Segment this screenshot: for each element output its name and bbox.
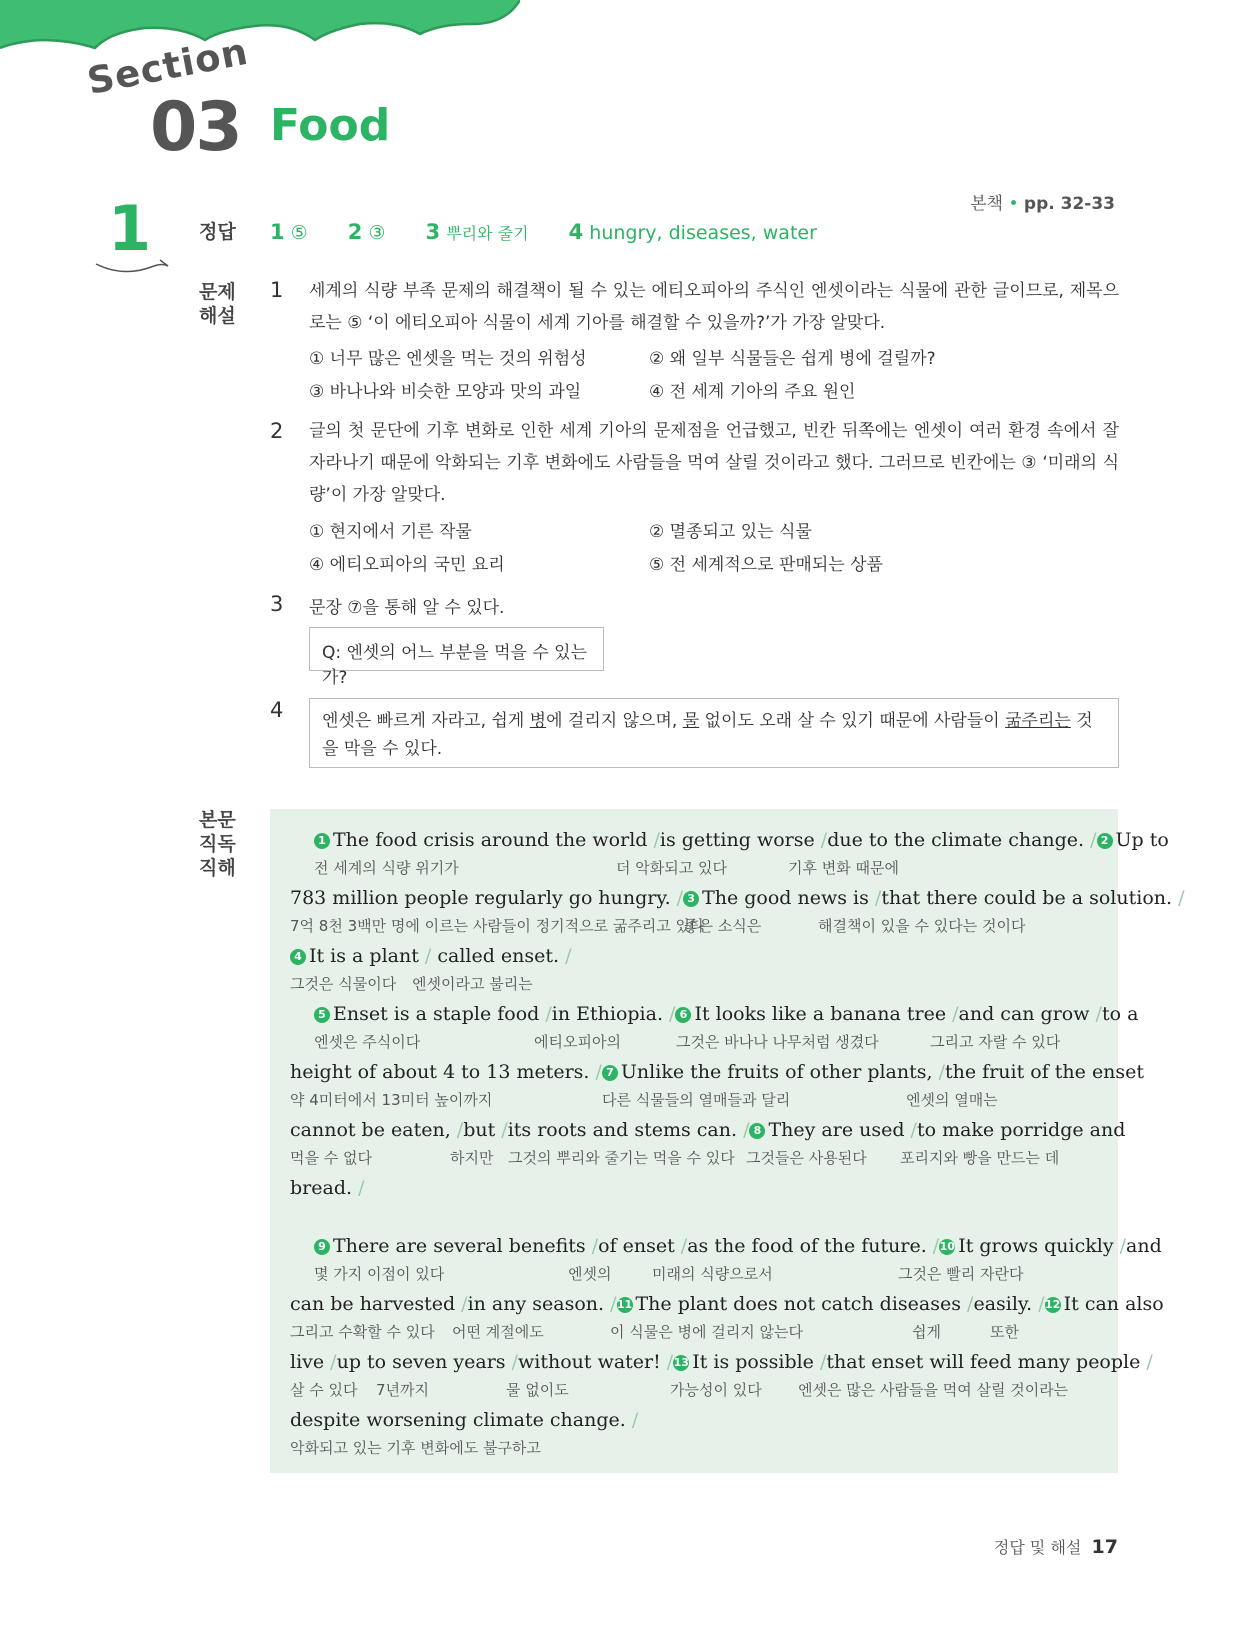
reading-english-line: [290, 1119, 1126, 1141]
reading-chunk-text: due to the climate change.: [827, 829, 1085, 851]
reading-korean-gloss: 7억 8천 3백만 명에 이르는 사람들이 정기적으로 굶주리고 있다: [290, 917, 705, 935]
reading-chunk-text: They are used: [768, 1119, 905, 1141]
sentence-number-badge: 5: [314, 1007, 330, 1023]
reading-korean-gloss: 살 수 있다: [290, 1381, 358, 1399]
chunk-divider: /: [926, 1235, 940, 1257]
reading-korean-gloss: 엔셋은 주식이다: [314, 1033, 421, 1051]
chunk-divider: /: [674, 1235, 688, 1257]
reading-chunk: [826, 1351, 1152, 1373]
reading-chunk: [959, 1003, 1102, 1025]
reading-chunk-text: its roots and stems can.: [507, 1119, 738, 1141]
reading-korean-gloss: 그것들은 사용된다: [746, 1149, 867, 1167]
answer-item: [569, 220, 817, 244]
reading-chunk: [673, 1351, 826, 1373]
reading-korean-gloss: 약 4미터에서 13미터 높이까지: [290, 1091, 493, 1109]
answers-row: [270, 220, 851, 244]
reading-chunk-text: It grows quickly: [958, 1235, 1114, 1257]
chunk-divider: /: [1084, 829, 1097, 851]
reading-korean-gloss: 그리고 수확할 수 있다: [290, 1323, 435, 1341]
reading-chunk-text: as the food of the future.: [687, 1235, 927, 1257]
reading-chunk-text: despite worsening climate change.: [290, 1409, 626, 1431]
reading-chunk-text: called enset.: [437, 945, 560, 967]
answer-num: 1: [270, 220, 285, 244]
reading-chunk-text: The plant does not catch diseases: [635, 1293, 961, 1315]
chunk-divider: /: [418, 945, 432, 967]
reading-korean-gloss: 그리고 자랄 수 있다: [930, 1033, 1061, 1051]
explanation-number: 2: [270, 419, 284, 443]
summary-box: [309, 698, 1119, 768]
reading-chunk: [437, 945, 571, 967]
reading-chunk: [1045, 1293, 1164, 1315]
reading-korean-gloss: 다른 식물들의 열매들과 달리: [602, 1091, 791, 1109]
section-word: Section: [83, 29, 252, 104]
reading-korean-gloss: 엔셋의: [568, 1265, 612, 1283]
chunk-divider: /: [1140, 1351, 1153, 1373]
reading-chunk: [945, 1061, 1144, 1083]
explanation-number: 1: [270, 278, 284, 302]
chunk-divider: /: [961, 1293, 974, 1315]
chunk-divider: /: [505, 1351, 518, 1373]
chunk-divider: /: [647, 829, 660, 851]
header-wave-decoration: [0, 0, 520, 60]
swoosh-underline-icon: [94, 258, 174, 278]
reading-korean-gloss: 에티오피아의: [534, 1033, 621, 1051]
chunk-divider: /: [1113, 1235, 1127, 1257]
option-text: ④ 에티오피아의 국민 요리: [309, 555, 505, 575]
reading-korean-gloss: 엔셋이라고 불리는: [412, 975, 533, 993]
answer-num: 4: [568, 220, 584, 244]
reading-chunk: [337, 1351, 518, 1373]
reading-chunk-text: without water!: [518, 1351, 661, 1373]
reading-korean-gloss: 악화되고 있는 기후 변화에도 불구하고: [290, 1439, 541, 1457]
reading-chunk: [290, 945, 437, 967]
answer-item: [348, 220, 386, 244]
sentence-number-badge: 13: [673, 1356, 689, 1369]
reading-chunk: [660, 829, 827, 851]
reading-panel: [270, 809, 1185, 1473]
chunk-divider: /: [904, 1119, 917, 1141]
reading-chunk-text: to make porridge and: [916, 1119, 1126, 1141]
reading-chunk: [314, 1235, 598, 1257]
chunk-divider: /: [495, 1119, 508, 1141]
reading-korean-gloss: 전 세계의 식량 위기가: [314, 859, 459, 877]
reading-chunk-text: It is a plant: [309, 945, 419, 967]
answer-num: 3: [425, 220, 441, 244]
chunk-divider: /: [559, 945, 572, 967]
reading-chunk-text: Enset is a staple food: [333, 1003, 540, 1025]
chunk-divider: /: [1032, 1293, 1045, 1315]
reading-chunk: [827, 829, 1096, 851]
reading-english-line: [290, 1351, 1153, 1373]
reading-label-line: 직해: [199, 857, 236, 879]
reading-chunk-text: the fruit of the enset: [945, 1061, 1145, 1083]
reading-korean-gloss: 몇 가지 이점이 있다: [314, 1265, 445, 1283]
explanation-text: 세계의 식량 부족 문제의 해결책이 될 수 있는 에티오피아의 주식인 엔셋이라는 식물에 관한 글이므로, 제목으로는 ⑤ ‘이 에티오피아 식물이 세계 기아를 해결할 수 있을까?’가 가장 알맞다.: [309, 281, 1119, 333]
question-number: 1: [108, 192, 152, 265]
reading-chunk: [552, 1003, 676, 1025]
reading-chunk: [881, 887, 1184, 909]
summary-text: 에 걸리지 않으며,: [546, 711, 683, 731]
reading-label: [199, 808, 236, 880]
sentence-number-badge: 3: [683, 891, 699, 907]
reading-korean-gloss: 더 악화되고 있다: [616, 859, 727, 877]
bullet-dot-icon: •: [1008, 194, 1019, 214]
reading-chunk: [518, 1351, 673, 1373]
reading-korean-gloss: 좋은 소식은: [684, 917, 762, 935]
answer-num: 2: [347, 220, 363, 244]
reading-chunk-text: height of about 4 to 13 meters.: [290, 1061, 590, 1083]
reading-korean-gloss: 먹을 수 없다: [290, 1149, 372, 1167]
sentence-number-badge: 9: [314, 1239, 330, 1255]
reading-chunk: [602, 1061, 945, 1083]
reading-chunk-text: 783 million people regularly go hungry.: [290, 887, 671, 909]
chunk-divider: /: [814, 829, 828, 851]
chunk-divider: /: [585, 1235, 599, 1257]
reading-chunk-text: is getting worse: [659, 829, 815, 851]
chunk-divider: /: [539, 1003, 552, 1025]
page-reference: [970, 189, 1115, 214]
reading-label-line: 직독: [199, 833, 236, 855]
summary-text: 없이도 오래 살 수 있기 때문에 사람들이: [699, 711, 1006, 731]
reading-korean-gloss: 엔셋은 많은 사람들을 먹여 살릴 것이라는: [798, 1381, 1069, 1399]
question-box-text: Q: 엔셋의 어느 부분을 먹을 수 있는가?: [322, 643, 588, 688]
chunk-divider: /: [663, 1003, 676, 1025]
reading-chunk: [290, 1409, 638, 1431]
reading-chunk-text: can be harvested: [290, 1293, 456, 1315]
sentence-number-badge: 7: [602, 1065, 618, 1081]
reading-english-line: [290, 887, 1185, 909]
reading-korean-gloss: 또한: [990, 1323, 1019, 1341]
reading-chunk-text: of enset: [598, 1235, 675, 1257]
reading-chunk-text: It is possible: [692, 1351, 814, 1373]
option-text: ② 멸종되고 있는 식물: [649, 522, 812, 542]
reading-chunk: [617, 1293, 974, 1315]
reading-chunk-text: It can also: [1063, 1293, 1164, 1315]
reading-chunk-text: but: [463, 1119, 496, 1141]
option-text: ① 너무 많은 엔셋을 먹는 것의 위험성: [309, 349, 587, 369]
option-text: ③ 바나나와 비슷한 모양과 맛의 과일: [309, 382, 582, 402]
answer-value: 뿌리와 줄기: [446, 224, 529, 243]
explanation-text: 문장 ⑦을 통해 알 수 있다.: [309, 598, 505, 618]
chunk-divider: /: [660, 1351, 674, 1373]
reading-chunk-text: The good news is: [702, 887, 869, 909]
reading-chunk: [314, 829, 660, 851]
sentence-number-badge: 11: [616, 1298, 633, 1311]
explanation-text: 글의 첫 문단에 기후 변화로 인한 세계 기아의 문제점을 언급했고, 빈칸 뒤쪽에는 엔셋이 여러 환경 속에서 잘 자라나기 때문에 악화되는 기후 변화에도 사람들을 먹여 살릴 것이라고 했다. 그러므로 빈칸에는 ③ ‘미래의 식량’이 가장 알맞다.: [309, 421, 1119, 505]
reading-korean-gloss: 해결책이 있을 수 있다는 것이다: [818, 917, 1026, 935]
page-ref-prefix: 본책: [970, 194, 1004, 214]
reading-chunk: [290, 887, 683, 909]
reading-chunk: [1097, 829, 1169, 851]
reading-label-line: 본문: [199, 809, 236, 831]
reading-chunk: [290, 1293, 468, 1315]
reading-chunk-text: The food crisis around the world: [333, 829, 648, 851]
reading-chunk-text: up to seven years: [336, 1351, 506, 1373]
explanation-number: 4: [270, 698, 284, 722]
chunk-divider: /: [455, 1293, 468, 1315]
reading-chunk-text: cannot be eaten,: [290, 1119, 451, 1141]
chunk-divider: /: [670, 887, 684, 909]
reading-chunk-text: easily.: [973, 1293, 1033, 1315]
reading-chunk-text: It looks like a banana tree: [694, 1003, 947, 1025]
reading-korean-gloss: 엔셋의 열매는: [906, 1091, 998, 1109]
reading-english-line: [290, 945, 1098, 967]
summary-text: 엔셋은 빠르게 자라고, 쉽게: [322, 711, 530, 731]
reading-chunk: [917, 1119, 1125, 1141]
reading-chunk: [675, 1003, 958, 1025]
chunk-divider: /: [737, 1119, 750, 1141]
reading-english-line: [314, 1003, 1139, 1025]
reading-english-line: [290, 1409, 1098, 1431]
reading-korean-gloss: 그것은 빨리 자란다: [898, 1265, 1024, 1283]
page-number: 17: [1091, 1536, 1118, 1558]
reading-chunk-text: in Ethiopia.: [551, 1003, 663, 1025]
summary-blank: 물: [682, 711, 700, 731]
chunk-divider: /: [625, 1409, 639, 1431]
reading-chunk: [290, 1119, 463, 1141]
chunk-divider: /: [1172, 887, 1185, 909]
reading-english-line: [314, 829, 1169, 851]
sentence-number-badge: 8: [749, 1123, 765, 1139]
chunk-divider: /: [932, 1061, 946, 1083]
reading-english-line: [290, 1061, 1145, 1083]
explanation-label-line: 문제: [199, 281, 236, 303]
reading-english-line: [290, 1177, 1098, 1199]
option-text: ⑤ 전 세계적으로 판매되는 상품: [649, 555, 883, 575]
reading-korean-gloss: 기후 변화 때문에: [788, 859, 899, 877]
answer-item: [270, 220, 308, 244]
answer-value: ③: [368, 222, 386, 244]
reading-korean-gloss: 이 식물은 병에 걸리지 않는다: [610, 1323, 803, 1341]
chunk-divider: /: [604, 1293, 617, 1315]
reading-chunk: [683, 887, 881, 909]
reading-chunk: [687, 1235, 939, 1257]
reading-korean-gloss: 어떤 계절에도: [452, 1323, 544, 1341]
explanation-label: [199, 280, 236, 328]
chunk-divider: /: [946, 1003, 959, 1025]
reading-korean-gloss: 하지만: [450, 1149, 494, 1167]
option-text: ① 현지에서 기른 작물: [309, 522, 472, 542]
reading-korean-gloss: 그것은 바나나 나무처럼 생겼다: [676, 1033, 879, 1051]
chunk-divider: /: [324, 1351, 337, 1373]
answer-value: hungry, diseases, water: [589, 222, 817, 244]
summary-blank: 굶주리는: [1005, 711, 1071, 731]
sentence-number-badge: 2: [1097, 833, 1113, 849]
answers-label: 정답: [199, 221, 236, 243]
reading-chunk-text: live: [290, 1351, 325, 1373]
chunk-divider: /: [450, 1119, 464, 1141]
reading-chunk-text: bread.: [290, 1177, 353, 1199]
option-text: ② 왜 일부 식물들은 쉽게 병에 걸릴까?: [649, 349, 936, 369]
reading-korean-gloss: 가능성이 있다: [670, 1381, 762, 1399]
footer-label: 정답 및 해설: [993, 1538, 1082, 1557]
reading-korean-gloss: 포리지와 빵을 만드는 데: [900, 1149, 1060, 1167]
reading-chunk-text: There are several benefits: [333, 1235, 586, 1257]
chunk-divider: /: [1089, 1003, 1102, 1025]
reading-chunk-text: and can grow: [958, 1003, 1090, 1025]
section-title: Food: [270, 100, 391, 151]
reading-korean-gloss: 7년까지: [376, 1381, 430, 1399]
page-ref-pages: pp. 32-33: [1023, 194, 1115, 214]
reading-english-line: [314, 1235, 1162, 1257]
reading-chunk: [468, 1293, 617, 1315]
reading-chunk: [463, 1119, 508, 1141]
sentence-number-badge: 6: [675, 1007, 691, 1023]
page-footer: [994, 1535, 1118, 1558]
reading-chunk: [290, 1177, 364, 1199]
reading-chunk: [1102, 1003, 1138, 1025]
section-number: 03: [150, 88, 241, 167]
summary-blank: 병: [529, 711, 547, 731]
reading-chunk: [939, 1235, 1126, 1257]
sentence-number-badge: 10: [939, 1240, 955, 1253]
reading-chunk-text: that there could be a solution.: [881, 887, 1173, 909]
reading-chunk-text: Up to: [1115, 829, 1169, 851]
answer-item: [426, 220, 529, 244]
sentence-number-badge: 4: [290, 949, 306, 965]
reading-chunk: [598, 1235, 687, 1257]
explanation-number: 3: [270, 592, 284, 616]
answer-value: ⑤: [290, 222, 308, 244]
reading-chunk-text: that enset will feed many people: [826, 1351, 1141, 1373]
reading-korean-gloss: 쉽게: [912, 1323, 941, 1341]
question-box: [309, 627, 604, 688]
reading-chunk: [290, 1351, 337, 1373]
reading-korean-gloss: 물 없이도: [506, 1381, 569, 1399]
chunk-divider: /: [589, 1061, 602, 1083]
option-text: ④ 전 세계 기아의 주요 원인: [649, 382, 856, 402]
reading-korean-gloss: 그것은 식물이다: [290, 975, 397, 993]
reading-chunk-text: Unlike the fruits of other plants,: [620, 1061, 933, 1083]
summary-text: 것을 막을 수 있다.: [322, 711, 1093, 759]
chunk-divider: /: [868, 887, 882, 909]
sentence-number-badge: 12: [1044, 1298, 1061, 1311]
reading-chunk: [290, 1061, 602, 1083]
chunk-divider: /: [352, 1177, 365, 1199]
reading-chunk: [314, 1003, 552, 1025]
reading-chunk: [508, 1119, 750, 1141]
sentence-number-badge: 1: [314, 833, 330, 849]
reading-chunk-text: and: [1126, 1235, 1162, 1257]
chunk-divider: /: [813, 1351, 827, 1373]
reading-english-line: [290, 1293, 1164, 1315]
reading-korean-gloss: 미래의 식량으로서: [652, 1265, 773, 1283]
reading-korean-gloss: 그것의 뿌리와 줄기는 먹을 수 있다: [508, 1149, 735, 1167]
explanation-label-line: 해설: [199, 305, 236, 327]
reading-chunk-text: to a: [1101, 1003, 1139, 1025]
reading-chunk: [749, 1119, 916, 1141]
reading-chunk: [1126, 1235, 1162, 1257]
reading-chunk: [973, 1293, 1044, 1315]
reading-chunk-text: in any season.: [467, 1293, 605, 1315]
